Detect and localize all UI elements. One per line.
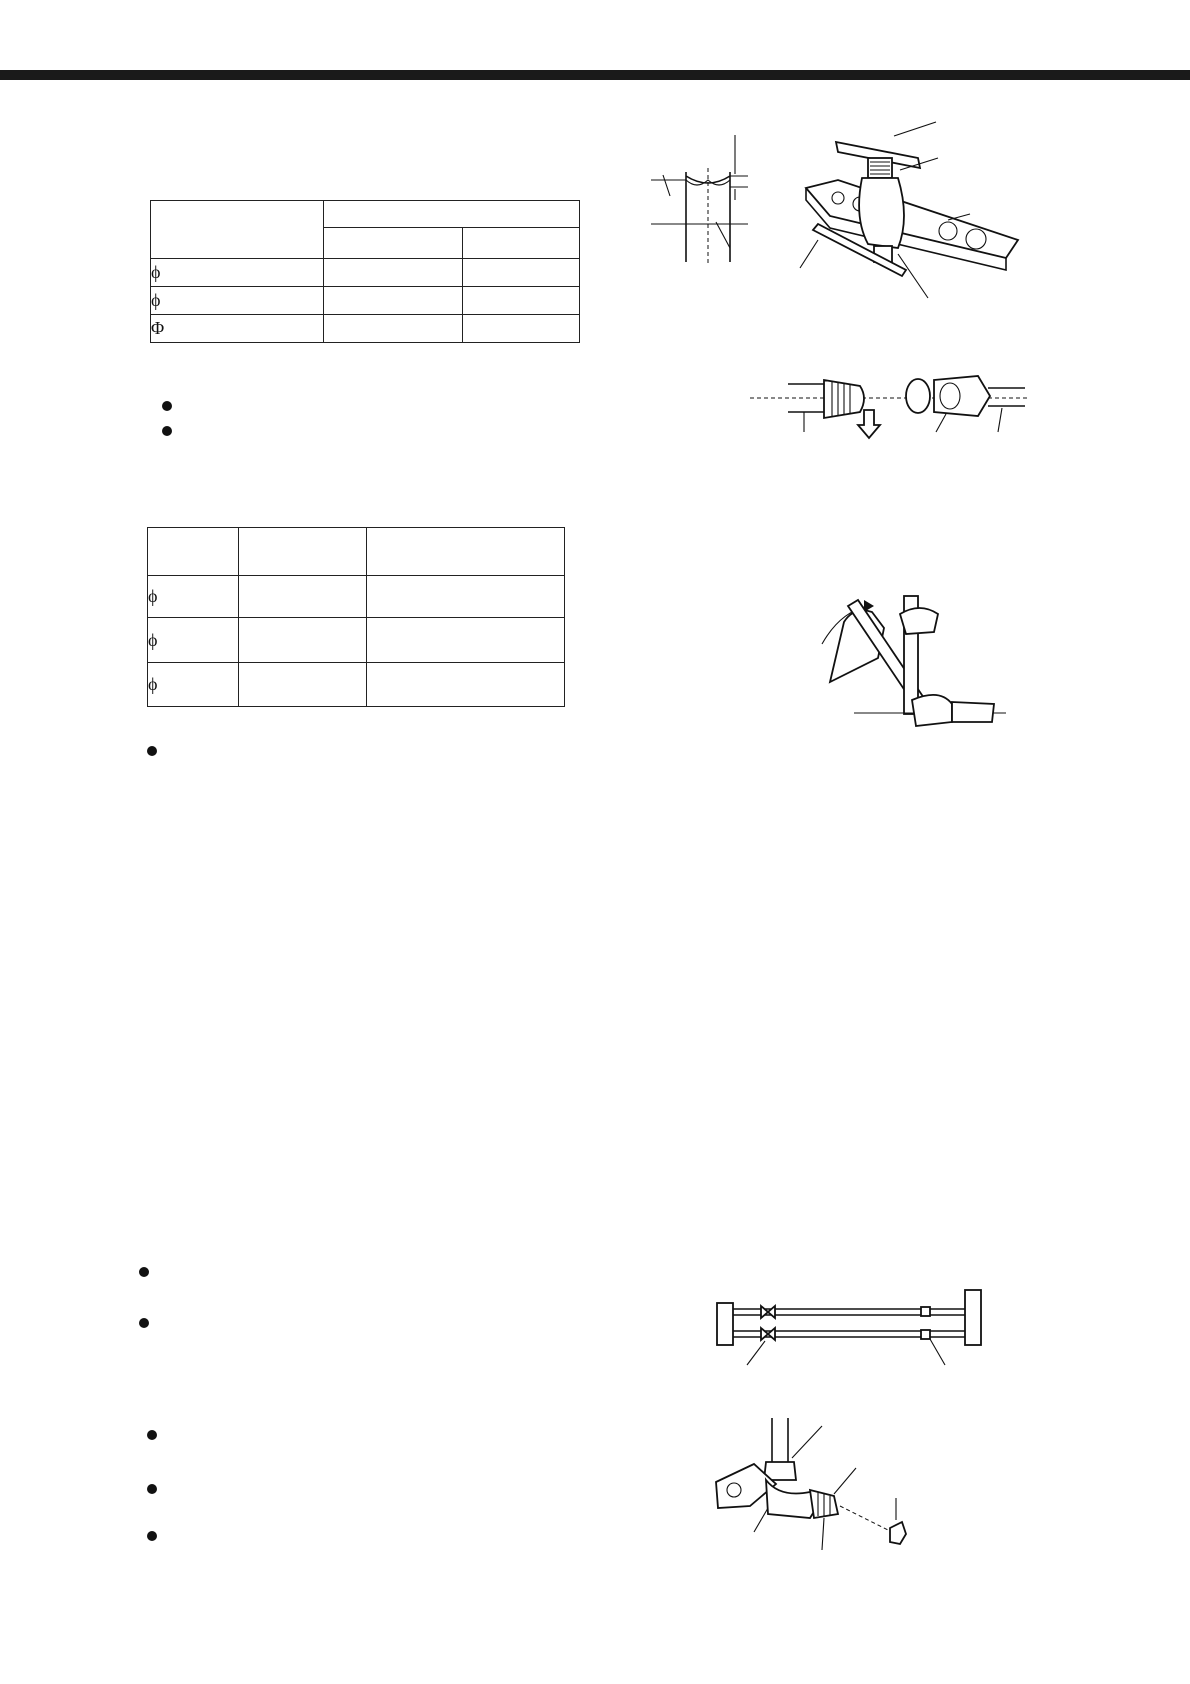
table-row bbox=[151, 315, 580, 343]
bullet-marker bbox=[147, 1531, 157, 1541]
table1-header-pipe bbox=[151, 201, 324, 259]
table1-header-col2 bbox=[463, 228, 580, 259]
table1-row1-symbol: ϕ bbox=[151, 259, 324, 287]
flare-nut-assembly-figure bbox=[750, 370, 1030, 455]
table-row bbox=[148, 618, 565, 663]
bullet-marker bbox=[162, 426, 172, 436]
table-row bbox=[151, 259, 580, 287]
table1-row3-symbol: Φ bbox=[151, 315, 324, 343]
table2-header bbox=[148, 528, 565, 576]
table-row bbox=[148, 576, 565, 618]
pipe-flare-dimension-figure bbox=[648, 130, 758, 260]
bullet-marker bbox=[162, 401, 172, 411]
page-header-rule bbox=[0, 70, 1190, 80]
bullet-marker bbox=[147, 1484, 157, 1494]
bullet-marker bbox=[147, 1430, 157, 1440]
service-valve-figure bbox=[710, 1418, 930, 1568]
table1-header-group bbox=[324, 201, 580, 228]
bullet-marker bbox=[139, 1267, 149, 1277]
torque-table bbox=[147, 527, 565, 707]
table2-row3-symbol: ϕ bbox=[148, 663, 239, 707]
table1-header-col1 bbox=[324, 228, 463, 259]
table2-row2-symbol: ϕ bbox=[148, 618, 239, 663]
table-row bbox=[151, 287, 580, 315]
wrench-tightening-figure bbox=[820, 592, 1010, 742]
table2-row1-symbol: ϕ bbox=[148, 576, 239, 618]
flaring-tool-figure bbox=[798, 128, 1038, 298]
bullet-marker bbox=[147, 746, 157, 756]
bullet-marker bbox=[139, 1318, 149, 1328]
flare-dimension-table bbox=[150, 200, 580, 343]
table-row bbox=[148, 663, 565, 707]
piping-valve-diagram bbox=[715, 1285, 985, 1375]
table1-row2-symbol: ϕ bbox=[151, 287, 324, 315]
